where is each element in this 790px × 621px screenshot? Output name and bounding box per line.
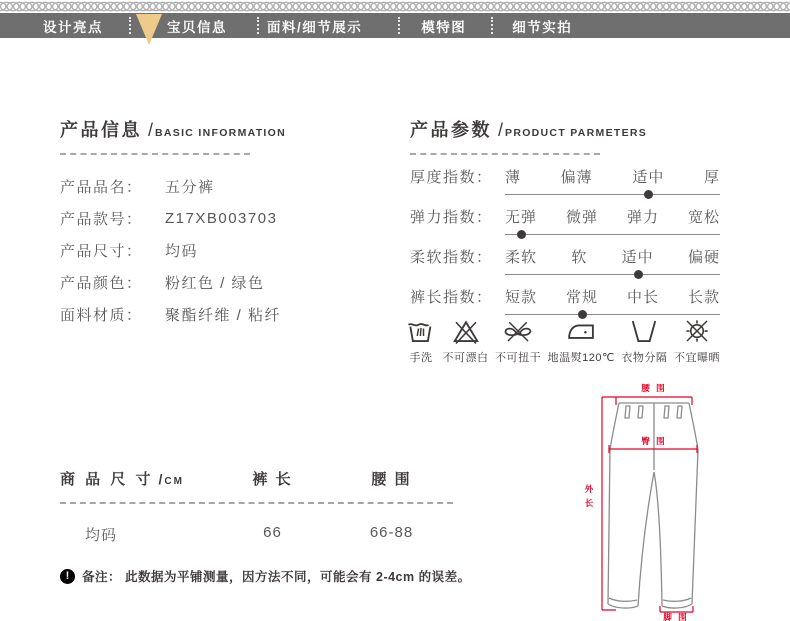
param-label: 裤长指数： <box>410 289 493 306</box>
hand-wash-icon <box>406 316 436 346</box>
care-label: 手洗 <box>409 352 433 364</box>
slash-separator: / <box>158 471 163 487</box>
param-label: 厚度指数： <box>410 169 493 186</box>
param-selected-dot <box>644 190 653 199</box>
waist-measure-label: 腰 围 <box>641 383 667 393</box>
care-label: 不可扭干 <box>495 352 542 364</box>
info-label: 产品款号： <box>60 210 143 228</box>
info-value: 聚酯纤维 / 粘纤 <box>165 306 282 324</box>
dashed-divider <box>60 502 453 504</box>
param-scale <box>505 169 720 195</box>
param-option: 弹力 <box>626 209 659 226</box>
size-chart-row <box>60 524 453 545</box>
params-subtitle: PRODUCT PARMETERS <box>505 127 648 139</box>
care-item-wash-separately <box>621 316 667 365</box>
pants-outline <box>608 403 698 608</box>
section-nav-bar <box>0 13 790 38</box>
no-sun-icon <box>682 316 712 346</box>
no-wring-icon <box>503 316 533 346</box>
wash-separately-icon <box>629 316 659 346</box>
leg-opening-label: 脚 围 <box>663 612 689 621</box>
basic-info-header <box>60 116 400 142</box>
info-label: 面料材质： <box>60 306 143 324</box>
info-value: Z17XB003703 <box>165 209 278 227</box>
param-option: 软 <box>571 249 588 266</box>
measurement-note <box>60 567 471 585</box>
note-label: 备注： <box>82 570 122 584</box>
param-option: 适中 <box>621 249 654 266</box>
info-row-material <box>60 298 400 330</box>
size-chart-title-group <box>60 468 215 489</box>
info-row-color <box>60 266 400 298</box>
care-label: 地温熨120℃ <box>547 352 615 364</box>
column-header-waist: 腰 围 <box>371 471 412 488</box>
param-selected-dot <box>517 230 526 239</box>
param-scale <box>505 289 720 315</box>
dashed-divider <box>60 153 250 155</box>
basic-info-title: 产品信息 <box>60 120 142 140</box>
param-option: 无弹 <box>505 209 538 226</box>
param-option: 微弹 <box>565 209 598 226</box>
param-option: 中长 <box>626 289 659 306</box>
column-header-pants-length: 裤 长 <box>252 471 293 488</box>
size-chart-section <box>60 468 471 585</box>
measurement-marks <box>585 383 697 621</box>
param-option: 薄 <box>505 169 522 186</box>
note-text: 此数据为平铺测量，因方法不同，可能会有 2-4cm 的误差。 <box>125 570 471 584</box>
param-selected-dot <box>634 270 643 279</box>
info-row-size <box>60 234 400 266</box>
care-item-iron-low-temp <box>548 316 615 365</box>
nav-item-model-photos[interactable]: 模特图 <box>421 19 467 35</box>
param-option: 宽松 <box>687 209 720 226</box>
param-option: 适中 <box>632 169 665 186</box>
param-option: 柔软 <box>505 249 538 266</box>
nav-item-design-highlights[interactable]: 设计亮点 <box>43 19 103 35</box>
param-label: 弹力指数： <box>410 209 493 226</box>
param-scale <box>505 249 720 275</box>
param-row-thickness <box>410 169 755 195</box>
params-title: 产品参数 <box>410 120 492 140</box>
iron-icon <box>566 316 596 346</box>
basic-info-subtitle: BASIC INFORMATION <box>155 127 286 139</box>
size-chart-title: 商 品 尺 寸 <box>60 471 154 488</box>
param-row-stretch <box>410 209 755 235</box>
param-label: 柔软指数： <box>410 249 493 266</box>
size-chart-header <box>60 468 453 489</box>
nav-divider <box>491 17 493 34</box>
nav-item-detail-shots[interactable]: 细节实拍 <box>512 19 573 35</box>
nav-item-item-info[interactable]: 宝贝信息 <box>167 19 227 35</box>
active-section-triangle-marker <box>136 14 162 45</box>
param-option: 偏薄 <box>560 169 593 186</box>
param-scale <box>505 209 720 235</box>
length-value: 66 <box>263 524 282 541</box>
outer-length-label-char2: 长 <box>584 498 596 508</box>
nav-divider <box>257 17 259 34</box>
care-instructions-row <box>406 316 720 365</box>
param-row-softness <box>410 249 755 275</box>
size-chart-unit: CM <box>164 476 184 487</box>
param-option: 厚 <box>703 169 720 186</box>
care-label: 不宜曝晒 <box>673 352 720 364</box>
basic-info-section <box>60 116 400 330</box>
info-label: 产品颜色： <box>60 274 143 292</box>
no-bleach-icon <box>451 316 481 346</box>
param-option: 偏硬 <box>687 249 720 266</box>
pants-measurement-diagram <box>572 382 777 621</box>
nav-item-fabric-details[interactable]: 面料/细节展示 <box>267 19 363 35</box>
info-value: 均码 <box>165 242 199 260</box>
size-value: 均码 <box>85 527 118 544</box>
param-option: 短款 <box>505 289 538 306</box>
outer-length-label-char1: 外 <box>584 484 596 494</box>
param-rows <box>410 169 755 315</box>
info-row-style-number <box>60 202 400 234</box>
product-params-section <box>410 116 755 315</box>
info-row-product-name <box>60 170 400 202</box>
care-label: 衣物分隔 <box>621 352 668 364</box>
care-item-no-sun-exposure <box>674 316 720 365</box>
nav-divider <box>398 17 400 34</box>
param-row-pants-length <box>410 289 755 315</box>
info-label: 产品尺寸： <box>60 242 143 260</box>
waist-value: 66-88 <box>369 524 414 541</box>
care-item-hand-wash <box>406 316 436 365</box>
params-header <box>410 116 755 142</box>
param-option: 长款 <box>687 289 720 306</box>
info-value: 五分裤 <box>165 178 215 196</box>
slash-separator: / <box>498 120 504 140</box>
info-label: 产品品名： <box>60 178 143 196</box>
slash-separator: / <box>148 120 154 140</box>
care-item-no-bleach <box>443 316 489 365</box>
param-option: 常规 <box>565 289 598 306</box>
care-item-no-wring <box>495 316 541 365</box>
exclamation-circle-icon: ! <box>60 569 75 584</box>
pants-diagram-svg <box>572 382 777 621</box>
basic-info-rows <box>60 170 400 330</box>
dashed-divider <box>410 153 600 155</box>
info-value: 粉红色 / 绿色 <box>165 274 265 292</box>
hip-measure-label: 臀 围 <box>641 436 667 446</box>
nav-divider <box>129 17 131 34</box>
care-label: 不可漂白 <box>442 352 489 364</box>
chain-border-decoration <box>0 0 790 13</box>
